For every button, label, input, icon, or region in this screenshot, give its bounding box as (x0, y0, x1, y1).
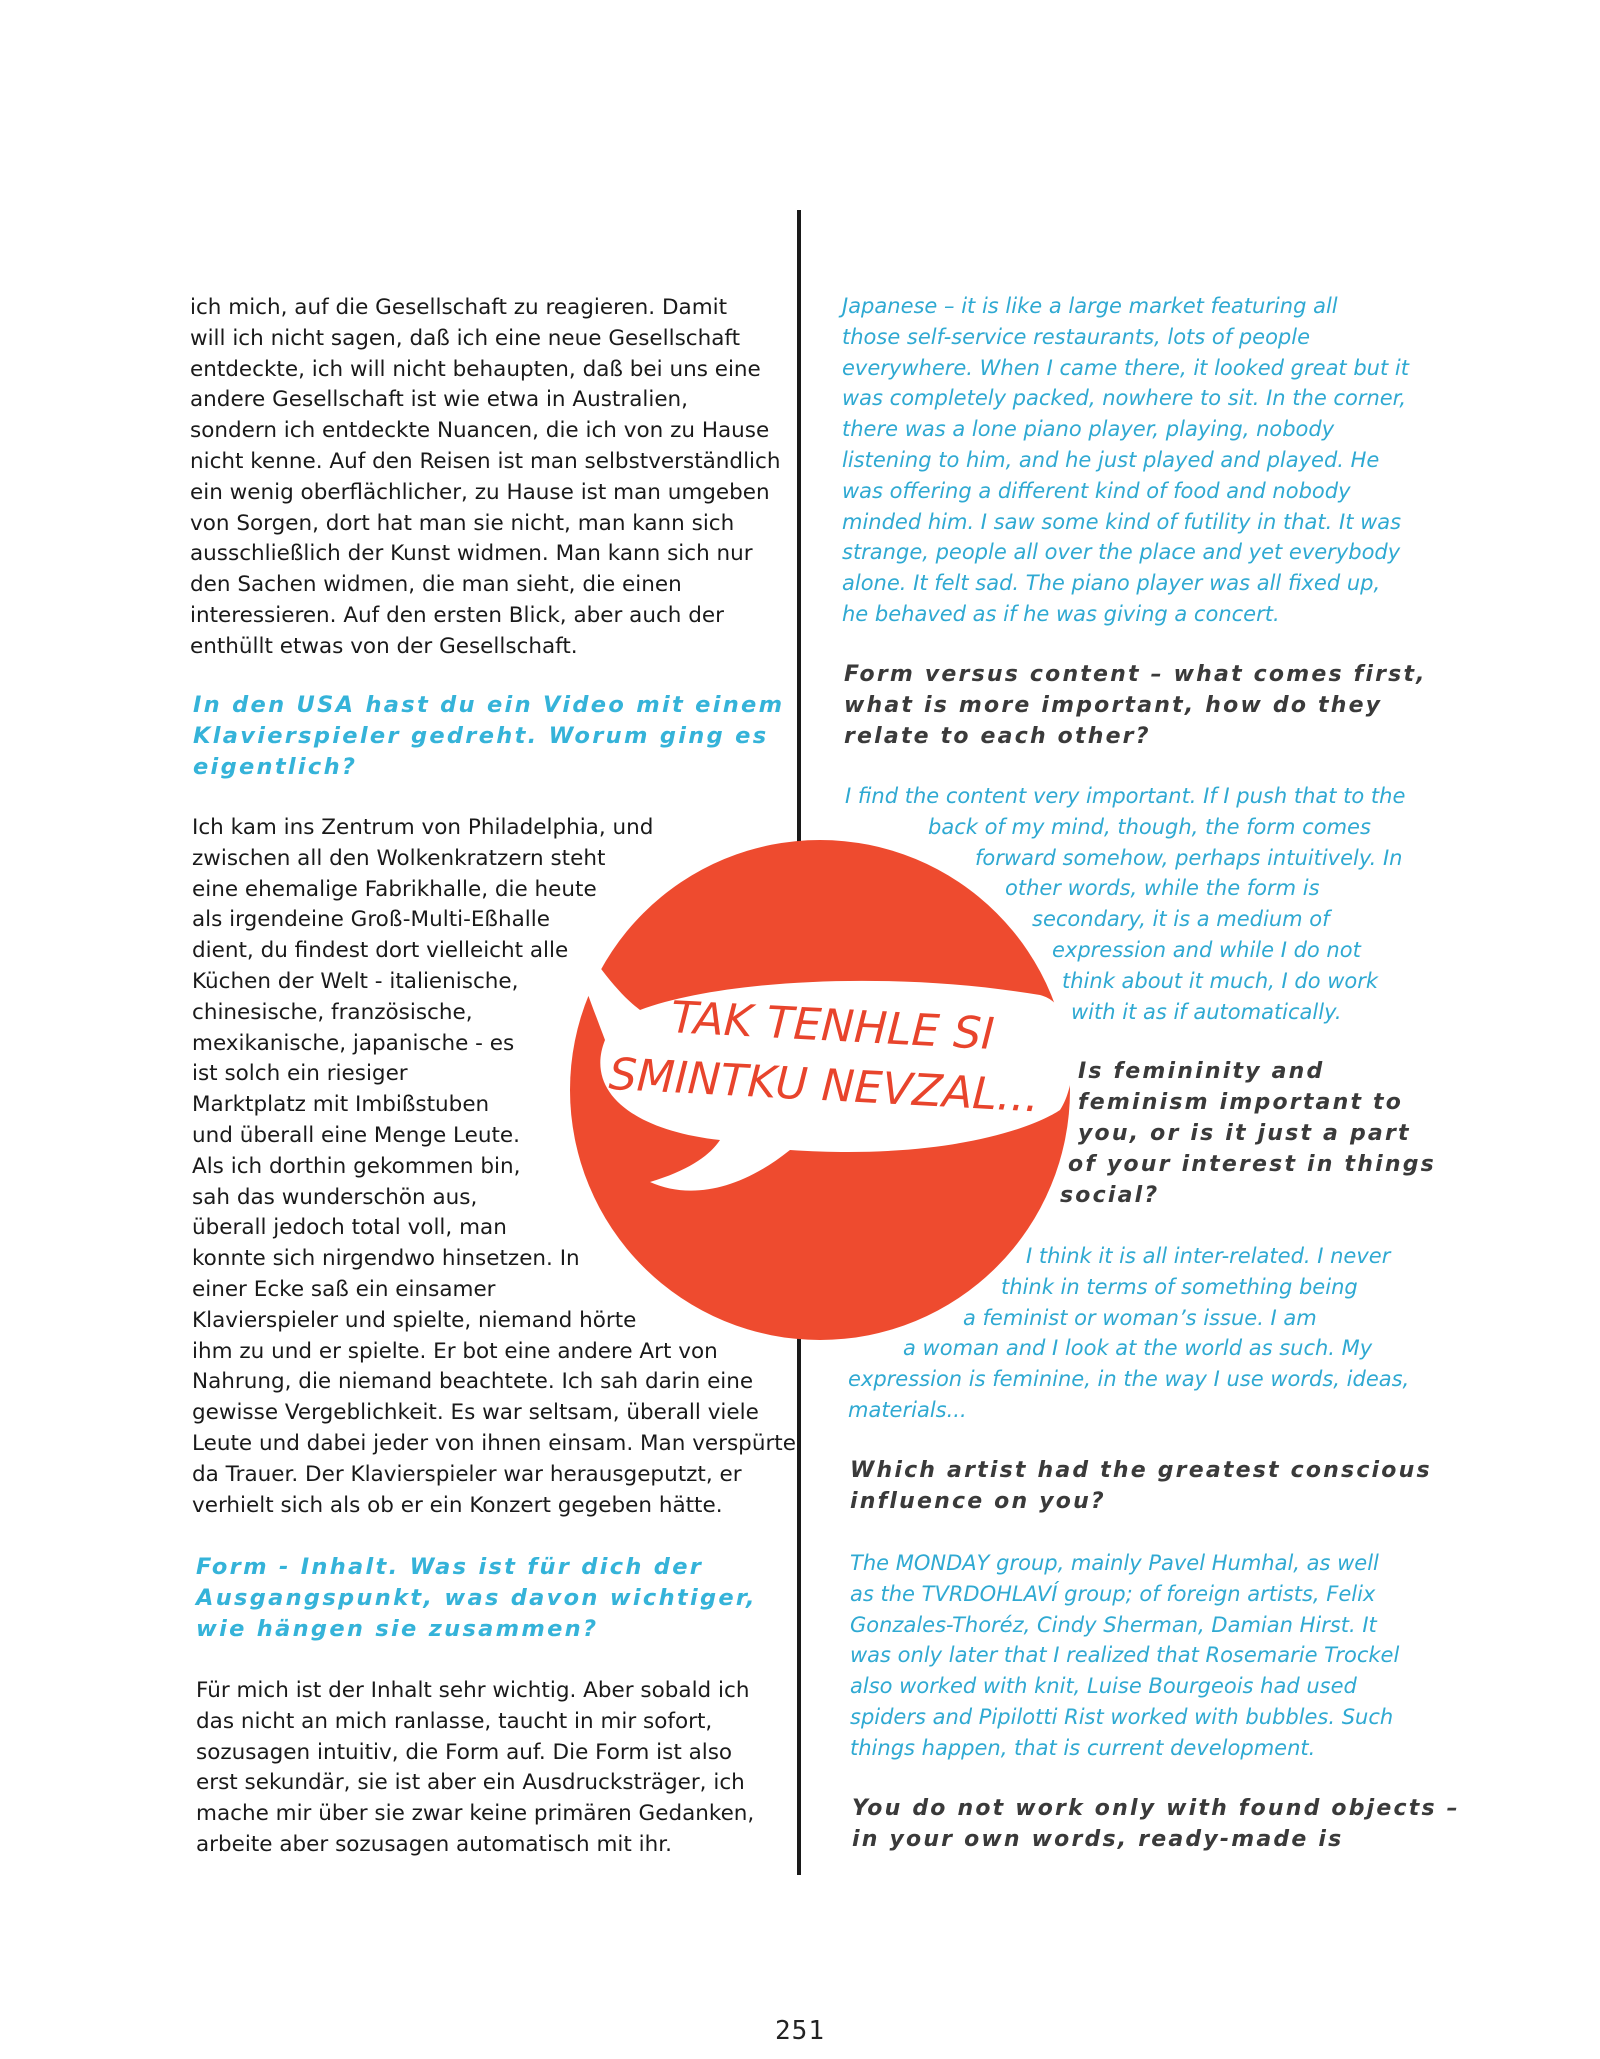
text-line: mache mir über sie zwar keine primären Gedanken, (196, 1801, 755, 1827)
right-question-1 (844, 659, 1427, 752)
text-line: there was a lone piano player, playing, nobody (842, 417, 1335, 442)
right-paragraph-4 (850, 1548, 1399, 1764)
text-line: of your interest in things (1068, 1152, 1436, 1177)
text-line: what is more important, how do they (844, 693, 1383, 718)
text-line: verhielt sich als ob er ein Konzert gegeben hätte. (192, 1492, 723, 1518)
text-line: sozusagen intuitiv, die Form auf. Die Form ist also (196, 1739, 733, 1765)
text-line: a woman and I look at the world as such. My (903, 1336, 1373, 1361)
text-line: das nicht an mich ranlasse, taucht in mir sofort, (196, 1708, 713, 1734)
text-line: think about it much, I do work (1062, 968, 1379, 993)
text-line: ein wenig oberflächlicher, zu Hause ist man umgeben (190, 479, 770, 505)
text-line: You do not work only with found objects – (852, 1796, 1460, 1821)
text-line: und überall eine Menge Leute. (192, 1122, 520, 1148)
text-line: Gonzales-Thoréz, Cindy Sherman, Damian Hirst. It (850, 1612, 1377, 1637)
right-paragraph-1 (842, 291, 1409, 630)
text-line: I find the content very important. If I push that to the (845, 784, 1406, 808)
text-line: think in terms of something being (1001, 1274, 1358, 1299)
text-line: ihm zu und er spielte. Er bot eine andere Art von (192, 1338, 718, 1364)
text-line: entdeckte, ich will nicht behaupten, daß bei uns eine (190, 356, 761, 382)
text-line: gewisse Vergeblichkeit. Es war seltsam, überall viele (192, 1400, 759, 1426)
left-paragraph-1 (190, 293, 780, 663)
text-line: Als ich dorthin gekommen bin, (192, 1153, 521, 1179)
text-line: relate to each other? (844, 724, 1151, 749)
bubble-text-line-1: TAK TENHLE SI (669, 992, 996, 1061)
text-line: a feminist or woman’s issue. I am (963, 1305, 1317, 1330)
text-line: Form versus content – what comes first, (844, 662, 1427, 687)
text-line: chinesische, französische, (192, 999, 473, 1025)
text-line: wie hängen sie zusammen? (196, 1616, 599, 1642)
text-line: you, or is it just a part (1078, 1121, 1411, 1146)
text-line: Leute und dabei jeder von ihnen einsam. Man verspürte (192, 1430, 796, 1456)
text-line: Japanese – it is like a large market featuring all (842, 294, 1338, 318)
text-line: Marktplatz mit Imbißstuben (192, 1092, 490, 1118)
text-line: Form - Inhalt. Was ist für dich der (196, 1554, 704, 1580)
text-line: den Sachen widmen, die man sieht, die einen (190, 572, 682, 598)
text-line: arbeite aber sozusagen automatisch mit ihr. (196, 1831, 672, 1857)
text-line: interessieren. Auf den ersten Blick, aber auch der (190, 602, 724, 628)
page-number: 251 (775, 2016, 825, 2046)
text-line: minded him. I saw some kind of futility in that. It was (842, 509, 1402, 534)
text-line: I think it is all inter-related. I never (1026, 1244, 1391, 1268)
text-line: enthüllt etwas von der Gesellschaft. (190, 633, 578, 659)
text-line: secondary, it is a medium of (1032, 907, 1330, 932)
text-line: also worked with knit, Luise Bourgeois had used (850, 1674, 1357, 1699)
text-line: will ich nicht sagen, daß ich eine neue Gesellschaft (190, 325, 741, 351)
text-line: he behaved as if he was giving a concert. (842, 601, 1280, 626)
text-line: von Sorgen, dort hat man sie nicht, man kann sich (190, 510, 735, 536)
text-line: ich mich, auf die Gesellschaft zu reagieren. Damit (190, 295, 728, 320)
text-line: Küchen der Welt - italienische, (192, 968, 519, 994)
text-line: zwischen all den Wolkenkratzern steht (192, 845, 606, 871)
text-line: spiders and Pipilotti Rist worked with bubbles. Such (850, 1704, 1394, 1729)
text-line: Nahrung, die niemand beachtete. Ich sah darin eine (192, 1369, 754, 1395)
text-line: those self-service restaurants, lots of people (842, 324, 1310, 349)
text-line: Ich kam ins Zentrum von Philadelphia, und (192, 815, 654, 840)
text-line: things happen, that is current development. (850, 1735, 1316, 1760)
text-line: dient, du findest dort vielleicht alle (192, 938, 569, 964)
text-line: erst sekundär, sie ist aber ein Ausdrucksträger, ich (196, 1770, 745, 1796)
text-line: The MONDAY group, mainly Pavel Humhal, as well (850, 1551, 1379, 1575)
text-line: eine ehemalige Fabrikhalle, die heute (192, 876, 597, 902)
text-line: everywhere. When I came there, it looked great but it (842, 355, 1409, 380)
text-line: other words, while the form is (1005, 876, 1320, 901)
text-line: nicht kenne. Auf den Reisen ist man selbstverständlich (190, 448, 781, 474)
text-line: da Trauer. Der Klavierspieler war herausgeputzt, er (192, 1461, 742, 1487)
text-line: social? (1060, 1183, 1160, 1208)
text-line: expression is feminine, in the way I use words, ideas, (848, 1367, 1410, 1392)
text-line: Für mich ist der Inhalt sehr wichtig. Aber sobald ich (196, 1678, 750, 1703)
text-line: strange, people all over the place and yet everybody (842, 540, 1401, 565)
left-question-2 (196, 1552, 757, 1645)
text-line: alone. It felt sad. The piano player was all fixed up, (842, 571, 1381, 596)
text-line: back of my mind, though, the form comes (928, 814, 1371, 839)
right-question-3 (850, 1455, 1432, 1517)
text-line: expression and while I do not (1052, 937, 1361, 962)
text-line: als irgendeine Groß-Multi-Eßhalle (192, 907, 550, 933)
text-line: Klavierspieler gedreht. Worum ging es (193, 723, 769, 749)
text-line: einer Ecke saß ein einsamer (192, 1276, 496, 1302)
text-line: in your own words, ready-made is (852, 1827, 1344, 1852)
text-line: mexikanische, japanische - es (192, 1030, 515, 1056)
text-line: ist solch ein riesiger (192, 1061, 408, 1087)
text-line: Is femininity and (1078, 1059, 1325, 1084)
text-line: sondern ich entdeckte Nuancen, die ich von zu Hause (190, 418, 770, 444)
text-line: influence on you? (850, 1489, 1106, 1514)
right-question-4 (852, 1793, 1460, 1855)
text-line: konnte sich nirgendwo hinsetzen. In (192, 1246, 580, 1272)
left-paragraph-3 (196, 1676, 754, 1861)
text-line: Which artist had the greatest conscious (850, 1458, 1432, 1483)
text-line: ausschließlich der Kunst widmen. Man kann sich nur (190, 541, 753, 567)
text-line: was only later that I realized that Rosemarie Trockel (850, 1643, 1400, 1668)
text-line: Ausgangspunkt, was davon wichtiger, (196, 1585, 757, 1611)
text-line: andere Gesellschaft ist wie etwa in Australien, (190, 387, 689, 413)
text-line: materials... (848, 1397, 967, 1422)
text-line: as the TVRDOHLAVÍ group; of foreign artists, Felix (850, 1581, 1376, 1606)
right-question-2 (1060, 1056, 1436, 1211)
text-line: sah das wunderschön aus, (192, 1184, 478, 1210)
speech-bubble-illustration (560, 830, 1080, 1350)
text-line: überall jedoch total voll, man (192, 1215, 507, 1241)
text-line: eigentlich? (193, 754, 358, 780)
text-line: was offering a different kind of food and nobody (842, 478, 1351, 503)
text-line: feminism important to (1078, 1090, 1404, 1115)
text-line: listening to him, and he just played and played. He (842, 447, 1380, 472)
text-line: with it as if automatically. (1071, 999, 1342, 1024)
speech-bubble-svg (560, 830, 1080, 1350)
left-question-1 (193, 690, 784, 783)
text-line: Klavierspieler und spielte, niemand hörte (192, 1307, 637, 1333)
text-line: forward somehow, perhaps intuitively. In (975, 845, 1403, 870)
text-line: In den USA hast du ein Video mit einem (193, 692, 785, 718)
bubble-text-line-2: SMINTKU NEVZAL... (607, 1048, 1041, 1123)
text-line: was completely packed, nowhere to sit. In the corner, (842, 386, 1407, 411)
